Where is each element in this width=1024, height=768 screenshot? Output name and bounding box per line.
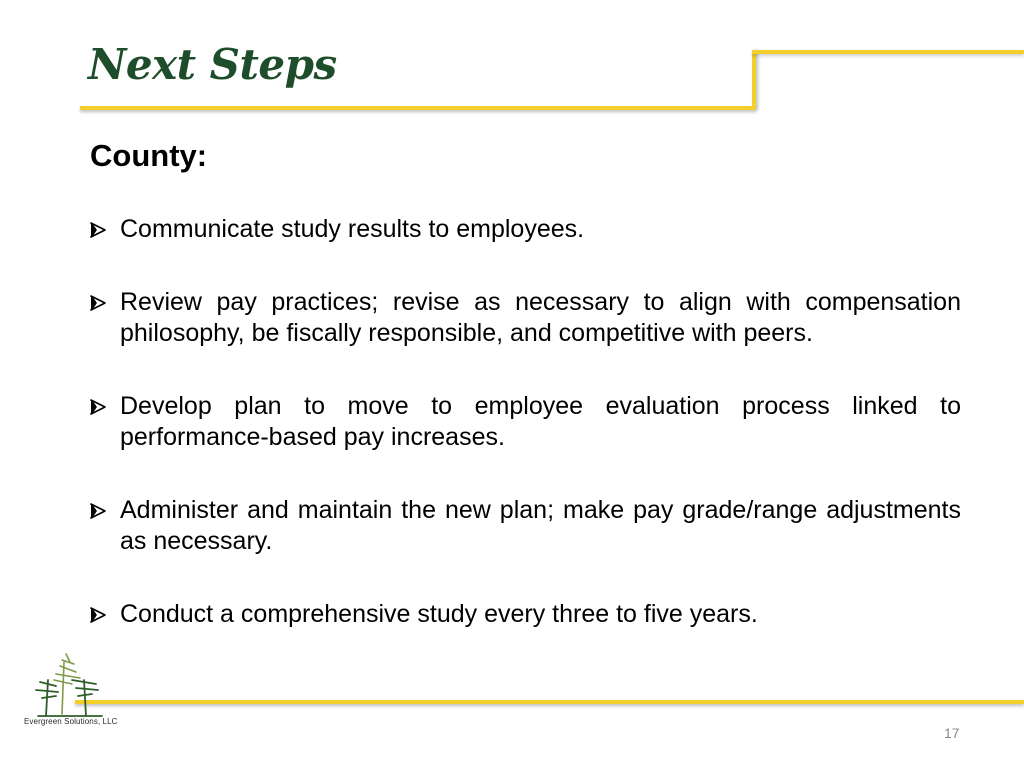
- arrow-bullet-icon: [88, 221, 108, 239]
- logo-company-name: Evergreen Solutions, LLC: [24, 717, 118, 726]
- bullet-item: [88, 214, 961, 245]
- title-underline-divider: [80, 106, 756, 110]
- arrow-bullet-icon: [88, 398, 108, 416]
- bullet-item: [88, 391, 961, 453]
- page-number: 17: [944, 725, 960, 741]
- bullet-item: [88, 599, 961, 630]
- bullet-text: Develop plan to move to employee evaluation process linked to performance-based pay increases.: [120, 392, 961, 451]
- arrow-bullet-icon: [88, 502, 108, 520]
- bullet-item: [88, 495, 961, 557]
- bullet-text: Administer and maintain the new plan; make pay grade/range adjustments as necessary.: [120, 496, 961, 555]
- title-frame-top-divider: [752, 50, 1024, 54]
- evergreen-tree-logo-icon: [26, 650, 116, 718]
- arrow-bullet-icon: [88, 294, 108, 312]
- section-heading: County:: [90, 138, 208, 173]
- bullet-text: Communicate study results to employees.: [120, 215, 585, 243]
- bullet-item: [88, 287, 961, 349]
- bullet-text: Conduct a comprehensive study every three to five years.: [120, 600, 758, 628]
- bullet-list: [88, 214, 961, 630]
- arrow-bullet-icon: [88, 606, 108, 624]
- slide-title: Next Steps: [88, 40, 337, 89]
- title-frame-vertical-divider: [752, 50, 756, 110]
- footer-divider: [75, 700, 1024, 704]
- bullet-text: Review pay practices; revise as necessary to align with compensation philosophy, be fiscally responsible, and competitive with peers.: [120, 288, 961, 347]
